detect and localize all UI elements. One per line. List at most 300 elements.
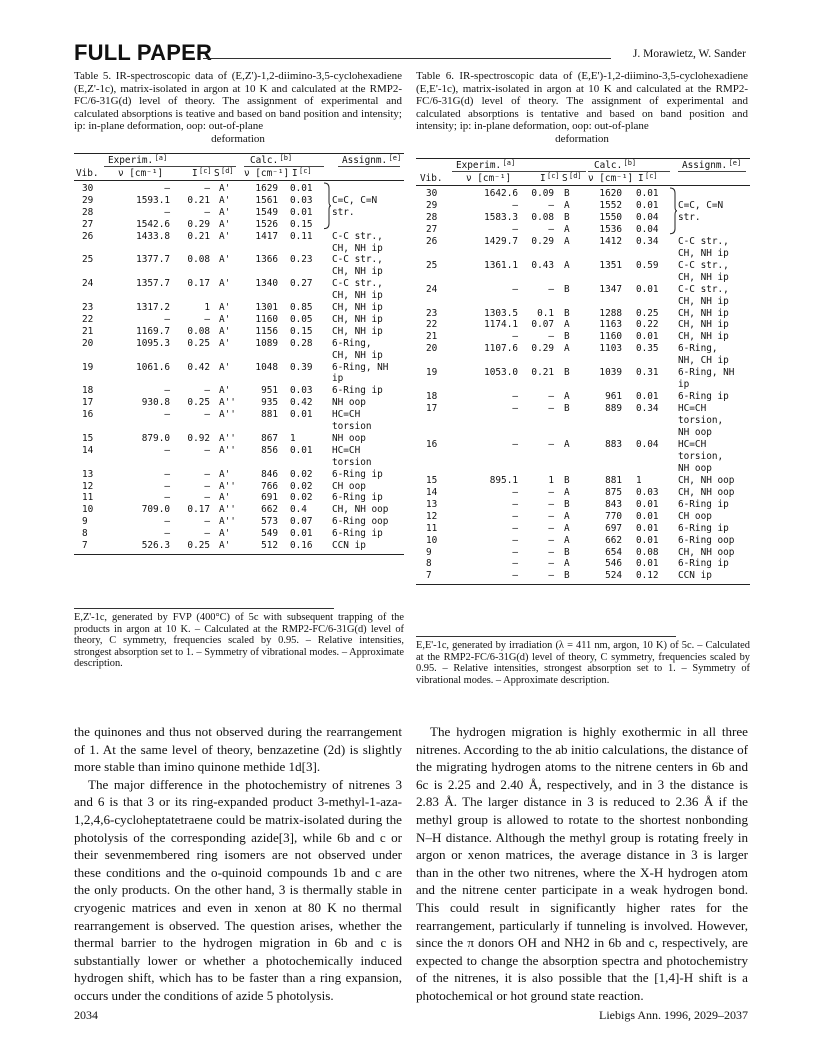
cell-exp-freq: – [512,510,518,522]
cell-exp-freq: – [164,528,170,540]
cell-calc-int: 0.02 [290,468,313,480]
cell-symmetry: B [564,367,570,379]
table5-caption [74,70,402,145]
cell-exp-int: 0.21 [187,194,210,206]
cell-exp-int: – [204,409,210,421]
table-row [416,451,750,463]
column-header-mark: [c] [547,172,560,180]
cell-symmetry: A' [219,183,231,194]
cell-symmetry: B [564,403,570,415]
column-header: ν [cm⁻¹] [244,168,290,179]
cell-calc-freq: 524 [605,570,622,582]
table-row [74,219,404,231]
cell-exp-freq: 1357.7 [136,278,170,290]
table-row [416,379,750,391]
cell-assignment: 6-Ring, [332,337,372,349]
cell-calc-int: 0.01 [636,522,659,534]
cell-assignment: torsion, [678,450,724,462]
cell-vib: 18 [426,391,438,403]
cell-symmetry: B [564,283,570,295]
cell-vib: 16 [426,438,438,450]
cell-exp-freq: – [512,522,518,534]
cell-assignment: CH, NH oop [678,474,735,486]
table-row [74,195,404,207]
cell-exp-int: 0.09 [531,188,554,199]
cell-vib: 24 [82,278,94,290]
cell-exp-int: 1 [204,302,210,313]
table-row [416,511,750,523]
cell-exp-int: – [548,510,554,522]
table-row [416,547,750,559]
cell-symmetry: A' [219,492,231,504]
cell-vib: 17 [426,403,438,415]
cell-calc-freq: 843 [605,498,622,510]
group-header-mark: [b] [623,159,637,167]
cell-vib: 12 [82,480,94,492]
cell-calc-int: 0.03 [290,194,313,206]
subrule [588,171,670,172]
table-row [74,540,404,552]
cell-calc-freq: 883 [605,438,622,450]
group-header-mark: [b] [279,154,293,162]
journal-citation: Liebigs Ann. 1996, 2029–2037 [599,1008,748,1022]
cell-exp-int: – [548,331,554,343]
table-row [416,355,750,367]
cell-calc-freq: 867 [261,432,278,444]
header-label: FULL PAPER [74,40,213,65]
cell-exp-freq: 895.1 [489,474,518,486]
table-row [416,499,750,511]
group-header-mark: [e] [388,154,402,162]
cell-exp-int: – [204,444,210,456]
cell-exp-int: – [204,385,210,397]
cell-calc-freq: 1160 [599,331,622,343]
table-row [416,331,750,343]
cell-assignment: NH oop [678,427,712,438]
cell-vib: 23 [82,302,94,313]
cell-assignment: C-C str., [678,283,729,295]
cell-symmetry: A' [219,254,231,266]
table6-caption-last: deformation [555,132,609,145]
table-row [74,290,404,302]
cell-calc-int: 1 [636,474,642,486]
cell-calc-int: 0.01 [636,534,659,546]
cell-calc-int: 0.12 [636,570,659,582]
cell-exp-freq: – [512,331,518,343]
cell-symmetry: A [564,510,570,522]
table5-footnote [74,612,404,670]
cell-vib: 25 [82,254,94,266]
cell-calc-freq: 1412 [599,235,622,247]
subrule [244,166,324,167]
cell-exp-freq: 1583.3 [484,211,518,223]
cell-calc-freq: 1536 [599,223,622,235]
cell-calc-int: 0.01 [290,206,313,218]
cell-symmetry: A [564,199,570,211]
cell-calc-int: 0.02 [290,480,313,492]
cell-calc-int: 0.25 [636,307,659,319]
cell-exp-freq: – [164,385,170,397]
cell-assignment: CH, NH oop [678,546,735,558]
cell-calc-freq: 697 [605,522,622,534]
cell-exp-freq: – [512,391,518,403]
rule-top [416,158,750,159]
cell-symmetry: A [564,558,570,570]
cell-vib: 8 [82,528,88,540]
cell-exp-freq: – [164,468,170,480]
table-row [416,224,750,236]
cell-exp-freq: – [164,409,170,421]
cell-calc-freq: 881 [261,409,278,421]
cell-vib: 30 [82,183,94,194]
cell-exp-freq: – [512,546,518,558]
cell-exp-int: 0.25 [187,397,210,409]
cell-symmetry: A'' [219,516,236,528]
table-row [416,319,750,331]
cell-exp-freq: 1053.0 [484,367,518,379]
table-row [74,481,404,493]
cell-assignment: ip [332,373,344,385]
table6-caption [416,70,748,145]
cell-vib: 19 [426,367,438,379]
cell-vib: 17 [82,397,94,409]
cell-calc-freq: 766 [261,480,278,492]
cell-calc-int: 0.59 [636,259,659,271]
table-row [74,254,404,266]
cell-calc-int: 0.34 [636,403,659,415]
cell-exp-int: 0.1 [537,307,554,319]
cell-assignment: CCN ip [332,540,366,551]
column-header-mark: [c] [199,167,212,175]
subrule [338,166,400,167]
cell-calc-int: 1 [290,432,296,444]
cell-assignment: CCN ip [678,570,712,582]
cell-exp-int: – [204,206,210,218]
column-header: I [192,168,198,179]
column-header: ν [cm⁻¹] [118,168,164,179]
cell-assignment: CH, NH oop [678,486,735,498]
cell-exp-freq: 526.3 [141,540,170,551]
cell-calc-int: 0.28 [290,337,313,349]
cell-exp-int: 0.21 [187,230,210,242]
cell-exp-int: 0.25 [187,337,210,349]
cell-calc-int: 0.35 [636,343,659,355]
body-paragraph: the quinones and thus not observed during the rearrangement of 1. At the same level of theory, benzazetine (2d) is slightly more stable than imino quinone methide 1d[3]. [74,724,402,775]
cell-symmetry: A' [219,230,231,242]
table-row [416,308,750,320]
table-row [416,391,750,403]
cell-calc-int: 0.07 [290,516,313,528]
cell-symmetry: A' [219,313,231,325]
cell-assignment: CH, NH ip [678,247,729,259]
cell-calc-int: 0.23 [290,254,313,266]
table-row [74,231,404,243]
cell-symmetry: A' [219,302,231,313]
table-row [74,243,404,255]
cell-symmetry: A [564,223,570,235]
cell-exp-freq: 1377.7 [136,254,170,266]
cell-exp-int: – [548,438,554,450]
group-header: Experim. [108,155,154,166]
rule-header [74,180,404,181]
cell-exp-freq: – [512,438,518,450]
cell-calc-freq: 1160 [255,313,278,325]
cell-calc-freq: 549 [261,528,278,540]
cell-exp-freq: – [512,498,518,510]
column-header-mark: [c] [299,167,312,175]
cell-exp-freq: 1317.2 [136,302,170,313]
cell-assignment: NH oop [332,432,366,444]
cell-vib: 26 [82,230,94,242]
cell-assignment: 6-Ring, [678,343,718,355]
cell-symmetry: B [564,498,570,510]
cell-calc-freq: 1163 [599,319,622,331]
cell-calc-int: 0.34 [636,235,659,247]
cell-calc-int: 0.01 [636,558,659,570]
rule-bottom [416,584,750,585]
cell-assignment: CH, NH ip [332,290,383,302]
cell-assignment: 6-Ring, NH [332,361,389,373]
cell-calc-freq: 1347 [599,283,622,295]
table-row [416,343,750,355]
column-header: S [214,168,220,179]
cell-calc-int: 0.03 [636,486,659,498]
cell-calc-freq: 691 [261,492,278,504]
cell-calc-int: 0.04 [636,211,659,223]
cell-assignment: CH, NH ip [332,266,383,278]
cell-assignment: CH, NH ip [332,313,383,325]
cell-symmetry: B [564,307,570,319]
cell-assignment: CH oop [678,510,712,522]
table-row [416,487,750,499]
cell-vib: 15 [426,474,438,486]
cell-exp-freq: 1361.1 [484,259,518,271]
cell-exp-int: – [204,313,210,325]
cell-vib: 28 [426,211,438,223]
cell-exp-int: – [548,403,554,415]
cell-vib: 22 [426,319,438,331]
cell-symmetry: A' [219,528,231,540]
subrule [452,171,586,172]
cell-exp-int: – [548,486,554,498]
header-authors: J. Morawietz, W. Sander [632,48,746,60]
cell-exp-freq: 1429.7 [484,235,518,247]
table5-footnote-text: E,Z'-1c, generated by FVP (400°C) of 5c with subsequent trapping of the products in argon at 10 K. – Calculated at the RMP2-FC/6-31G(d) level of theory, C symmetry, frequencies scaled by 0.95. – Relative intensities, strongest absorption set to 1. – Symmetry of vibrational modes. – Approximate description. [74,612,404,670]
cell-assignment: C-C str., [332,278,383,290]
column-header: ν [cm⁻¹] [588,173,634,184]
cell-symmetry: B [564,188,570,199]
cell-symmetry: A' [219,337,231,349]
cell-assignment: NH oop [332,397,366,409]
cell-assignment: CH, NH ip [678,271,729,283]
cell-calc-int: 0.22 [636,319,659,331]
table-row [74,362,404,374]
table-row [74,445,404,457]
table6-footnote-rule [416,636,676,637]
cell-vib: 21 [426,331,438,343]
cell-exp-int: – [548,570,554,582]
table-row [74,350,404,362]
cell-calc-freq: 1039 [599,367,622,379]
cell-exp-freq: – [512,403,518,415]
cell-calc-freq: 662 [605,534,622,546]
cell-vib: 18 [82,385,94,397]
cell-vib: 8 [426,558,432,570]
cell-exp-freq: – [164,492,170,504]
table5-caption-text: Table 5. IR-spectroscopic data of (E,Z')-1,2-diimino-3,5-cyclohexadiene (E,Z'-1c), matrix-isolated in argon at 10 K and calculated at the RMP2-FC/6-31G(d) level of theory. The assignment of experimental and calculated absorptions is teative and based on band position and intensity; ip: in-plane deformation, oop: out-of-plane [74,70,402,132]
cell-assignment: torsion, [678,415,724,427]
table6-caption-text: Table 6. IR-spectroscopic data of (E,E')-1,2-diimino-3,5-cyclohexadiene (E,E'-1c), matrix-isolated in argon at 10 K and calculated at the RMP2-FC/6-31G(d) level of theory. The assignment of experimental and calculated absorptions is tentative and based on band position and intensity; ip: in-plane deformation, oop: out-of-plane [416,70,748,132]
cell-assignment: CH, NH ip [332,242,383,254]
cell-calc-freq: 1549 [255,206,278,218]
page-number: 2034 [74,1008,98,1022]
table5-caption-last: deformation [211,132,265,145]
group-header: Experim. [456,160,502,171]
cell-exp-freq: 879.0 [141,432,170,444]
cell-assignment: C=C, C=N [332,194,378,206]
cell-symmetry: A'' [219,409,236,421]
column-header: Vib. [420,173,443,184]
cell-symmetry: A [564,522,570,534]
table-row [416,415,750,427]
table-row [416,403,750,415]
cell-assignment: CH oop [332,480,366,492]
cell-calc-int: 0.04 [636,223,659,235]
cell-calc-int: 0.01 [636,391,659,403]
cell-vib: 27 [426,223,438,235]
cell-calc-freq: 512 [261,540,278,551]
cell-assignment: CH, NH ip [678,295,729,307]
cell-assignment: 6-Ring oop [332,516,389,528]
cell-symmetry: A' [219,468,231,480]
cell-calc-int: 0.27 [290,278,313,290]
cell-vib: 10 [426,534,438,546]
cell-calc-int: 0.01 [290,183,313,194]
cell-symmetry: B [564,570,570,582]
body-paragraph: The major difference in the photochemistry of nitrenes 3 and 6 is that 3 or its ring-expanded product 3-methyl-1-aza-1,2,4,6-cycloheptatetraene could be matrix-isolated during the photolysis of the corresponding azide[3], while 6b and c or their sevenmembered ring isomers are not observed under these conditions and the o-quinoid compounds 1b and c are the only products. On the other hand, 3 is thermally stable in cryogenic matrices and even in xenon at 80 K no thermal rearrangement is observed. The question arises, whether the thermal barrier to the hydrogen migration in 6b and c is substantially lower or whether a photochemically induced hydrogen shift, which has to be faster than a ring expansion, occurs under the conditions of azide 5 photolysis. [74,776,402,1003]
cell-assignment: CH, NH ip [678,307,729,319]
table-row [416,570,750,582]
cell-calc-freq: 1288 [599,307,622,319]
cell-symmetry: A' [219,540,231,551]
table-row [416,475,750,487]
cell-symmetry: A' [219,385,231,397]
cell-exp-int: – [548,223,554,235]
group-header: Calc. [250,155,279,166]
cell-exp-int: 0.08 [187,254,210,266]
cell-calc-freq: 546 [605,558,622,570]
group-header-mark: [a] [502,159,516,167]
cell-calc-freq: 935 [261,397,278,409]
cell-exp-freq: 709.0 [141,504,170,516]
cell-assignment: NH oop [678,462,712,474]
cell-calc-int: 0.01 [290,528,313,540]
cell-calc-int: 0.85 [290,302,313,313]
cell-assignment: 6-Ring ip [332,528,383,540]
table-row [74,314,404,326]
cell-exp-freq: 1095.3 [136,337,170,349]
cell-vib: 9 [426,546,432,558]
cell-exp-int: 1 [548,474,554,486]
cell-assignment: HC=CH [332,444,361,456]
cell-symmetry: B [564,474,570,486]
column-header: ν [cm⁻¹] [466,173,512,184]
cell-exp-int: – [204,516,210,528]
cell-vib: 29 [82,194,94,206]
cell-assignment: C-C str., [678,235,729,247]
cell-exp-int: – [204,183,210,194]
cell-exp-int: – [548,558,554,570]
cell-vib: 12 [426,510,438,522]
cell-assignment: 6-Ring ip [678,522,729,534]
cell-calc-freq: 654 [605,546,622,558]
cell-vib: 28 [82,206,94,218]
cell-exp-int: – [548,199,554,211]
cell-exp-freq: 930.8 [141,397,170,409]
cell-exp-freq: – [512,534,518,546]
cell-assignment: torsion [332,456,372,468]
cell-assignment: 6-Ring ip [678,498,729,510]
table-row [74,207,404,219]
cell-calc-int: 0.39 [290,361,313,373]
cell-exp-int: – [204,468,210,480]
cell-vib: 11 [426,522,438,534]
cell-vib: 16 [82,409,94,421]
table-row [74,516,404,528]
cell-symmetry: A' [219,194,231,206]
cell-calc-int: 0.42 [290,397,313,409]
cell-assignment: C=C, C=N [678,199,724,211]
cell-calc-freq: 1552 [599,199,622,211]
column-header-mark: [d] [221,167,234,175]
group-header-mark: [a] [154,154,168,162]
cell-assignment: C-C str., [332,230,383,242]
cell-calc-freq: 875 [605,486,622,498]
cell-exp-freq: – [512,199,518,211]
group-header: Assignm. [342,155,388,166]
cell-symmetry: A'' [219,444,236,456]
cell-exp-freq: – [512,570,518,582]
table-row [416,463,750,475]
cell-exp-freq: 1174.1 [484,319,518,331]
cell-calc-freq: 961 [605,391,622,403]
table-row [74,385,404,397]
table-row [74,278,404,290]
cell-calc-freq: 1550 [599,211,622,223]
cell-assignment: 6-Ring ip [678,558,729,570]
cell-exp-int: 0.17 [187,278,210,290]
cell-calc-freq: 662 [261,504,278,516]
cell-calc-int: 0.02 [290,492,313,504]
cell-exp-freq: – [164,480,170,492]
body-paragraph: The hydrogen migration is highly exothermic in all three nitrenes. According to the ab initio calculations, the distance of the migrating hydrogen atoms to the nitrene centers in 6b and 6c is 2.25 and 2.40 Å, respectively, and in 3 the distance is 2.83 Å. The larger distance in 3 is reduced to 2.36 Å if the methyl group is allowed to rotate to the shortest nonbonding N–H distance. Although the methyl group is rotating freely in argon or xenon matrices, the average distance in 3 is larger than in the other two nitrenes, where the X-H hydrogen atom and the nitrene center participate in a weak hydrogen bond. This could result in significantly higher rates for the rearrangement, particularly if tunneling is involved. However, since the π donors OH and NH2 in 6b and c, respectively, are expected to change the absorption spectra and photochemistry of the nitrenes, it is also possible that the [1,4]-H shift is a photochemical or hot ground state reaction. [416,724,748,1003]
cell-calc-int: 0.03 [290,385,313,397]
cell-calc-int: 0.01 [290,409,313,421]
body-column-left [74,723,402,1005]
cell-calc-freq: 846 [261,468,278,480]
cell-vib: 19 [82,361,94,373]
cell-calc-int: 0.05 [290,313,313,325]
cell-exp-int: 0.42 [187,361,210,373]
cell-assignment: C-C str., [332,254,383,266]
cell-calc-freq: 573 [261,516,278,528]
cell-exp-int: – [204,528,210,540]
column-header: I [292,168,298,179]
cell-symmetry: B [564,546,570,558]
column-header: I [540,173,546,184]
cell-symmetry: A' [219,206,231,218]
cell-vib: 23 [426,307,438,319]
